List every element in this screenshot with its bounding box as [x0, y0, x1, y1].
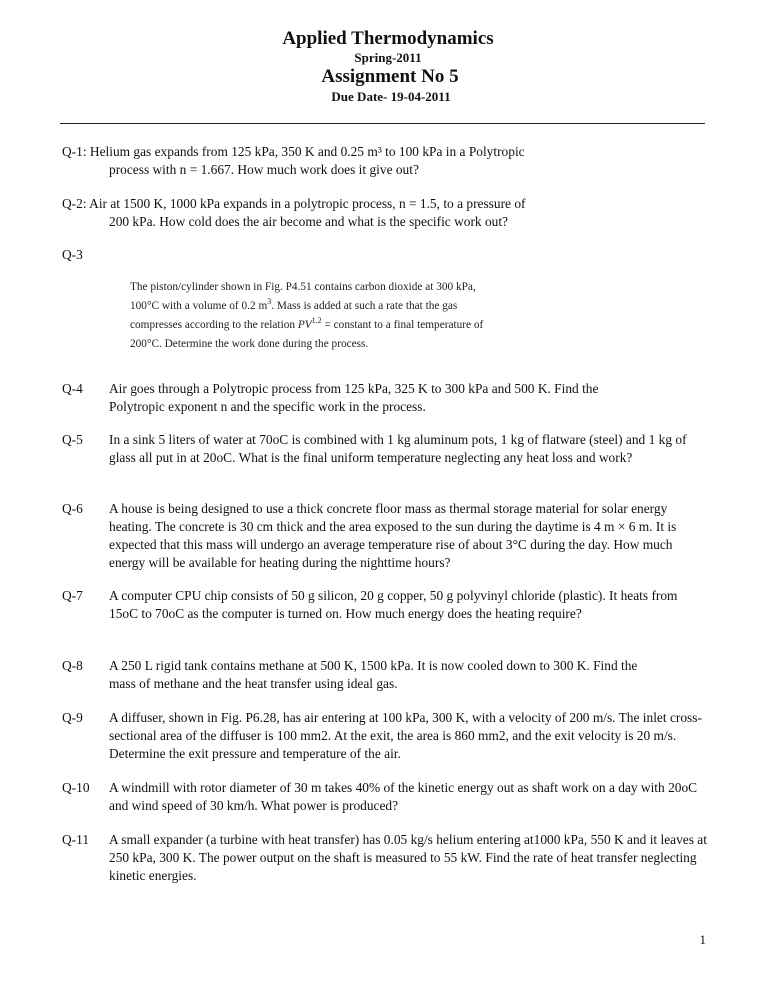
question-text: A 250 L rigid tank contains methane at 500 K, 1500 kPa. It is now cooled down to 300 K. Find the mass of methane and the heat transfer using ideal gas.	[109, 658, 638, 691]
question-text-continued: process with n = 1.667. How much work does it give out?	[109, 162, 419, 177]
question-number: Q-8	[62, 658, 83, 673]
q3-line: 200°C. Determine the work done during the process.	[130, 338, 369, 350]
q3-line: The piston/cylinder shown in Fig. P4.51 contains carbon dioxide at 300 kPa,	[130, 281, 476, 293]
question-number: Q-6	[62, 501, 83, 516]
question-number: Q-4	[62, 381, 83, 396]
q3-line: 100°C with a volume of 0.2 $m^3$. Mass is added at such a rate that the gas	[130, 297, 458, 312]
question-number: Q-7	[62, 588, 83, 603]
question-text: Helium gas expands from 125 kPa, 350 K and 0.25 m³ to 100 kPa in a Polytropic	[89, 144, 525, 159]
question-text: A computer CPU chip consists of 50 g silicon, 20 g copper, 50 g polyvinyl chloride (plastic). It heats from 15oC to 70oC as the computer is turned on. How much energy does the heating require?	[109, 588, 678, 621]
question-text: A small expander (a turbine with heat transfer) has 0.05 kg/s helium entering at1000 kPa, 550 K and it leaves at 250 kPa, 300 K. The power output on the shaft is measured to 55 kW. Find the rate of heat transfer neglecting kinetic energies.	[109, 832, 707, 883]
question-number: Q-11	[62, 832, 90, 847]
question-number: Q-2:	[62, 196, 87, 211]
course-title: Applied Thermodynamics	[282, 28, 494, 49]
question-text: A diffuser, shown in Fig. P6.28, has air entering at 100 kPa, 300 K, with a velocity of 200 m/s. The inlet cross-sectional area of the diffuser is 100 mm2. At the exit, the area is 860 mm2, and the exit velocity is 20 m/s. Determine the exit pressure and temperature of the air.	[109, 710, 702, 761]
question-text: A windmill with rotor diameter of 30 m takes 40% of the kinetic energy out as shaft work on a day with 20oC and wind speed of 30 km/h. What power is produced?	[109, 780, 698, 813]
question-number: Q-1:	[62, 144, 87, 159]
question-text: In a sink 5 liters of water at 70oC is combined with 1 kg aluminum pots, 1 kg of flatware (steel) and 1 kg of glass all put in at 20oC. What is the final uniform temperature neglecting any heat loss and work?	[109, 432, 687, 465]
question-number: Q-3	[62, 247, 83, 262]
document-header	[0, 28, 768, 106]
question-number: Q-9	[62, 710, 83, 725]
question-number: Q-10	[62, 780, 90, 795]
term-label: Spring-2011	[354, 50, 422, 65]
question-2	[62, 195, 708, 231]
question-3-text-image	[130, 278, 560, 354]
assignment-title: Assignment No 5	[321, 66, 459, 87]
header-divider	[60, 123, 705, 124]
question-1	[62, 143, 708, 179]
question-text: Air at 1500 K, 1000 kPa expands in a polytropic process, n = 1.5, to a pressure of	[89, 196, 526, 211]
due-date: Due Date- 19-04-2011	[331, 89, 451, 104]
question-text: Air goes through a Polytropic process from 125 kPa, 325 K to 300 kPa and 500 K. Find the Polytropic exponent n and the specific work in the process.	[109, 381, 599, 414]
page-number: 1	[699, 932, 706, 947]
question-text: A house is being designed to use a thick concrete floor mass as thermal storage material for solar energy heating. The concrete is 30 cm thick and the area exposed to the sun during the daytime is 4 m × 6 m. It is expected that this mass will undergo an average temperature rise of about 3°C during the day. How much energy will be available for heating during the nighttime hours?	[109, 501, 677, 570]
q3-line: compresses according to the relation $PV^{1.2}$ = constant to a final temperature of	[130, 316, 484, 331]
formula: PV	[297, 319, 312, 331]
question-text-continued: 200 kPa. How cold does the air become and what is the specific work out?	[109, 214, 509, 229]
question-number: Q-5	[62, 432, 83, 447]
